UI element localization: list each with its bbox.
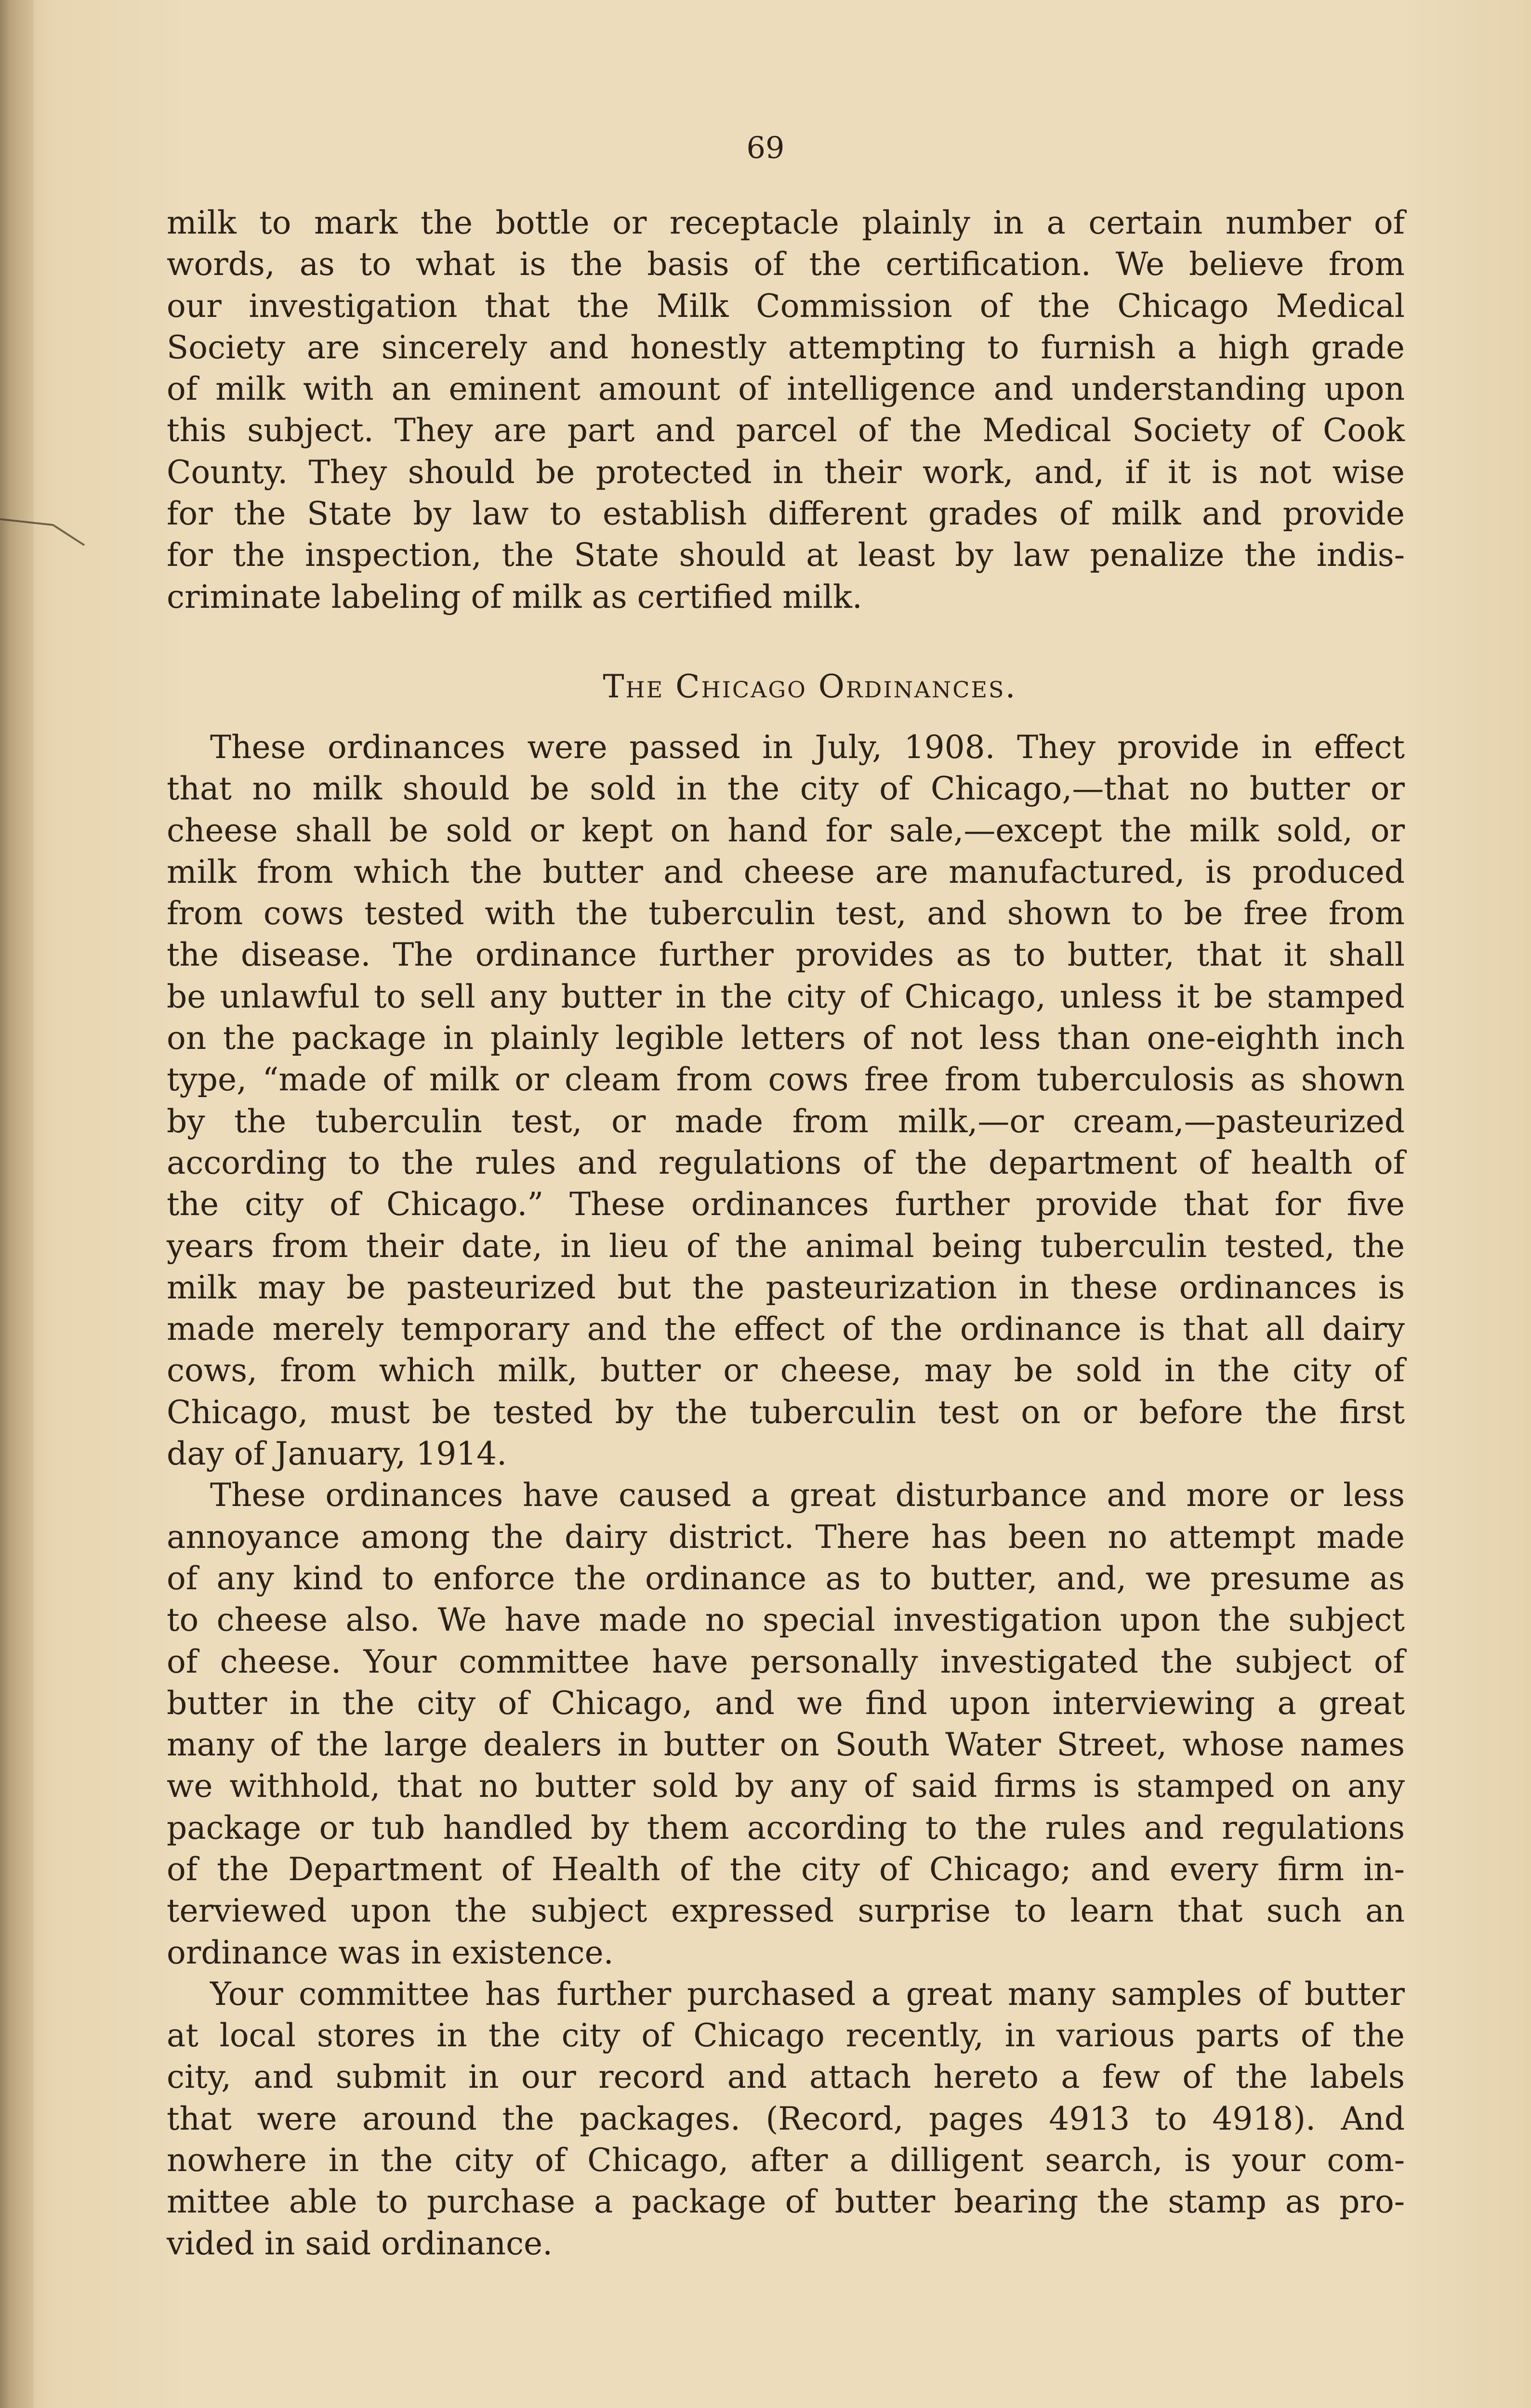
section-heading: The Chicago Ordinances. [603, 667, 1017, 705]
text-line: ordinance was in existence. [167, 1934, 614, 1971]
text-line: many of the large dealers in butter on South Water Street, whose names [167, 1726, 1405, 1764]
text-line: cheese shall be sold or kept on hand for sale,—except the milk sold, or [167, 811, 1405, 849]
text-line: on the package in plainly legible letters of not less than one-eighth inch [167, 1020, 1405, 1057]
text-line: butter in the city of Chicago, and we find upon interviewing a great [167, 1684, 1405, 1722]
text-line: be unlawful to sell any butter in the city of Chicago, unless it be stamped [167, 978, 1405, 1015]
text-line: vided in said ordinance. [167, 2225, 553, 2262]
text-line: we withhold, that no butter sold by any of said firms is stamped on any [167, 1767, 1405, 1805]
paragraph-certified-milk [167, 202, 1405, 618]
text-line: day of January, 1914. [167, 1435, 507, 1473]
text-line: this subject. They are part and parcel of the Medical Society of Cook [167, 412, 1405, 449]
text-line: of any kind to enforce the ordinance as to butter, and, we presume as [167, 1559, 1405, 1597]
text-line: nowhere in the city of Chicago, after a dilligent search, is your com- [167, 2142, 1405, 2179]
text-line: milk from which the butter and cheese are manufactured, is produced [167, 853, 1405, 890]
text-line: from cows tested with the tuberculin test, and shown to be free from [167, 895, 1405, 932]
text-line: the disease. The ordinance further provides as to butter, that it shall [167, 936, 1405, 974]
text-line: terviewed upon the subject expressed surprise to learn that such an [167, 1892, 1405, 1930]
text-line: milk to mark the bottle or receptacle plainly in a certain number of [167, 204, 1405, 241]
text-line: city, and submit in our record and attach hereto a few of the labels [167, 2058, 1405, 2096]
text-line: to cheese also. We have made no special investigation upon the subject [167, 1601, 1405, 1639]
page-number: 69 [746, 130, 785, 165]
text-line: of the Department of Health of the city of Chicago; and every firm in- [167, 1850, 1405, 1888]
text-line: type, “made of milk or cleam from cows free from tuberculosis as shown [167, 1061, 1405, 1099]
text-line: annoyance among the dairy district. There has been no attempt made [167, 1518, 1405, 1556]
body-text [167, 202, 1405, 2264]
text-line: that were around the packages. (Record, pages 4913 to 4918). And [167, 2100, 1405, 2137]
text-line: criminate labeling of milk as certified milk. [167, 578, 862, 615]
text-line: by the tuberculin test, or made from milk,—or cream,—pasteurized [167, 1102, 1405, 1140]
text-line: These ordinances have caused a great disturbance and more or less [210, 1477, 1405, 1514]
text-line: at local stores in the city of Chicago recently, in various parts of the [167, 2017, 1405, 2055]
text-line: the city of Chicago.” These ordinances further provide that for five [167, 1186, 1405, 1223]
text-line: made merely temporary and the effect of the ordinance is that all dairy [167, 1310, 1405, 1348]
text-line: County. They should be protected in their work, and, if it is not wise [167, 453, 1405, 491]
text-line: according to the rules and regulations of the department of health of [167, 1144, 1405, 1181]
text-line: package or tub handled by them according to the rules and regulations [167, 1809, 1405, 1846]
text-line: for the inspection, the State should at least by law penalize the indis- [167, 537, 1405, 574]
text-line: Your committee has further purchased a great many samples of butter [210, 1975, 1405, 2013]
text-line: mittee able to purchase a package of butter bearing the stamp as pro- [167, 2183, 1405, 2221]
text-line: words, as to what is the basis of the certification. We believe from [167, 246, 1405, 283]
text-line: for the State by law to establish different grades of milk and provide [167, 495, 1405, 533]
text-line: Chicago, must be tested by the tuberculin test on or before the first [167, 1393, 1405, 1431]
text-line: years from their date, in lieu of the animal being tuberculin tested, the [167, 1227, 1405, 1265]
text-line: of milk with an eminent amount of intelligence and understanding upon [167, 370, 1405, 408]
text-line: cows, from which milk, butter or cheese, may be sold in the city of [167, 1352, 1405, 1389]
text-line: milk may be pasteurized but the pasteurization in these ordinances is [167, 1269, 1405, 1306]
paragraph-butter-samples [167, 1974, 1405, 2264]
text-line: that no milk should be sold in the city of Chicago,—that no butter or [167, 770, 1405, 808]
paragraph-disturbance [167, 1475, 1405, 1974]
text-line: These ordinances were passed in July, 1908. They provide in effect [210, 728, 1405, 766]
paragraph-ordinances-passed [167, 727, 1405, 1475]
page-gutter-shadow [0, 0, 34, 2408]
text-line: Society are sincerely and honestly attempting to furnish a high grade [167, 328, 1405, 366]
text-line: of cheese. Your committee have personally investigated the subject of [167, 1643, 1405, 1680]
page-fold-mark [0, 510, 92, 549]
text-line: our investigation that the Milk Commission of the Chicago Medical [167, 287, 1405, 325]
